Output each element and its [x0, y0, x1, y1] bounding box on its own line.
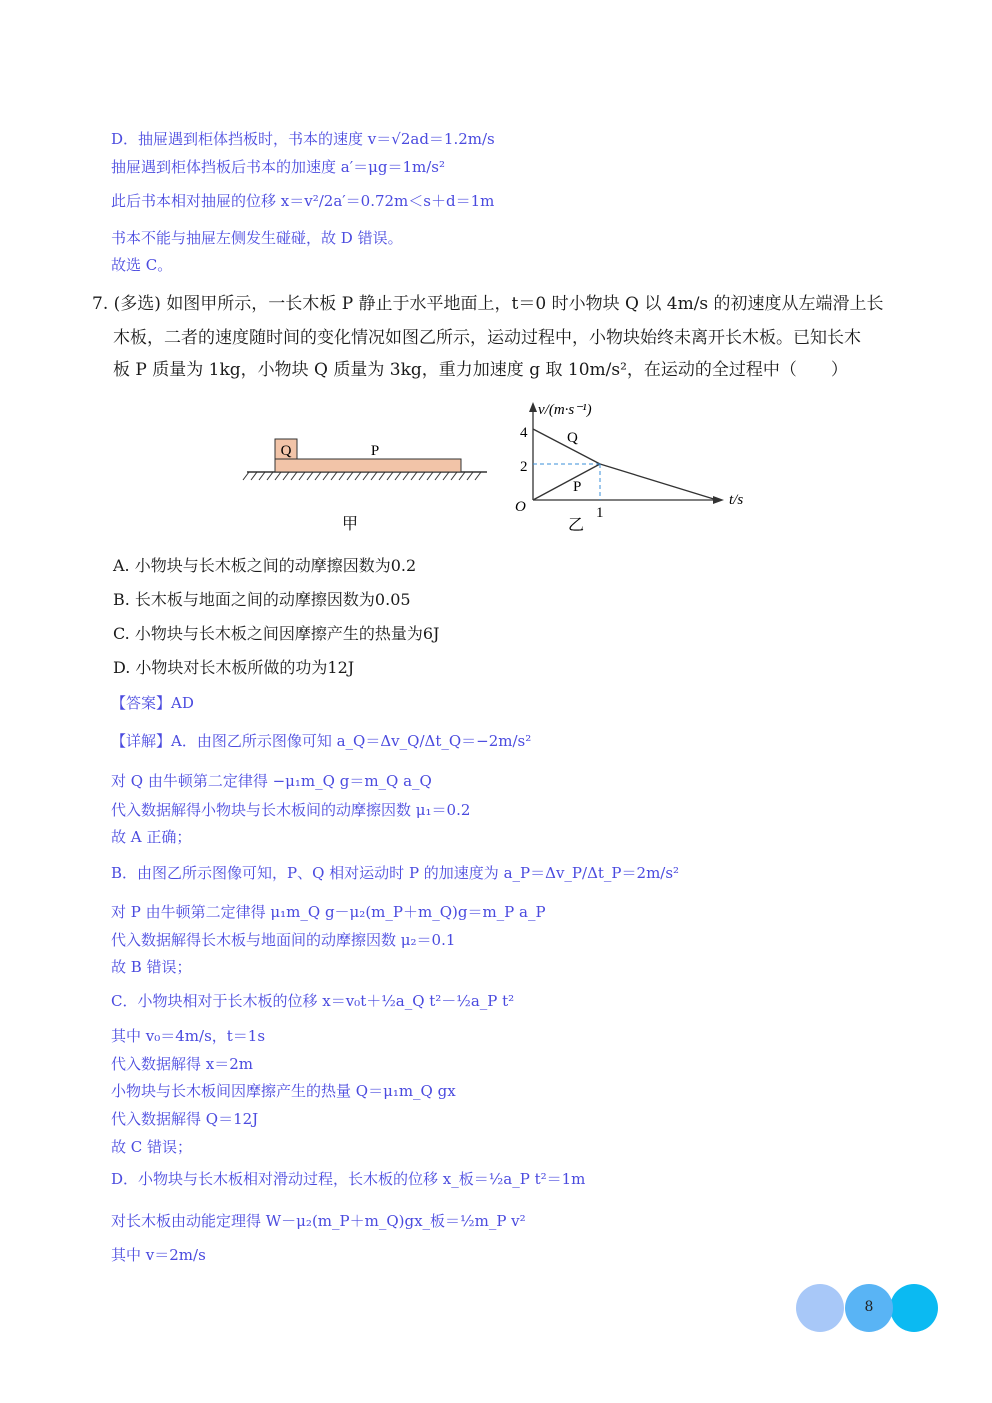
p-line — [533, 464, 600, 500]
v-axis-arrow — [529, 402, 537, 412]
question-line: 木板，二者的速度随时间的变化情况如图乙所示，运动过程中，小物块始终未离开长木板。已知长木 — [113, 328, 861, 348]
physics-figure — [235, 392, 755, 540]
label-p: P — [573, 479, 582, 495]
question-line: 板 P 质量为 1kg，小物块 Q 质量为 3kg，重力加速度 g 取 10m/s²，在运动的全过程中（ ） — [113, 360, 848, 380]
analysis-line: 对 Q 由牛顿第二定律得 −μ₁m_Q g＝m_Q a_Q — [111, 772, 432, 790]
t-axis-arrow — [713, 496, 724, 504]
t-axis-label: t/s — [729, 492, 744, 508]
analysis-line: D．小物块与长木板相对滑动过程，长木板的位移 x_板＝½a_P t²＝1m — [111, 1170, 586, 1188]
common-line — [600, 464, 717, 500]
ground-hatch — [243, 472, 481, 480]
figure-jia — [243, 439, 487, 533]
analysis-line: 对 P 由牛顿第二定律得 μ₁m_Q g－μ₂(m_P＋m_Q)g＝m_P a_P — [111, 903, 546, 921]
option-c: C. 小物块与长木板之间因摩擦产生的热量为6J — [113, 624, 440, 643]
analysis-line: 代入数据解得 Q＝12J — [111, 1110, 259, 1128]
board-p — [275, 459, 461, 472]
solution-line: 抽屉遇到柜体挡板后书本的加速度 a′＝μg＝1m/s² — [111, 158, 446, 176]
option-d: D. 小物块对长木板所做的功为12J — [113, 658, 355, 677]
tick-4: 4 — [520, 425, 528, 441]
origin-label: O — [515, 499, 526, 515]
board-p-label: P — [370, 443, 380, 459]
question-text: 如图甲所示，一长木板 P 静止于水平地面上，t＝0 时小物块 Q 以 4m/s 的初速度从左端滑上长 — [166, 294, 884, 314]
label-q: Q — [567, 430, 578, 446]
analysis-line: C．小物块相对于长木板的位移 x＝v₀t＋½a_Q t²－½a_P t² — [111, 992, 515, 1010]
v-axis-label: v/(m·s⁻¹) — [538, 402, 592, 418]
question-number: 7. — [92, 294, 109, 314]
tick-2: 2 — [520, 459, 528, 475]
page-number: 8 — [845, 1284, 893, 1332]
solution-line: 故选 C。 — [111, 256, 173, 274]
analysis-line: 小物块与长木板间因摩擦产生的热量 Q＝μ₁m_Q gx — [111, 1082, 456, 1100]
solution-line: 此后书本相对抽屉的位移 x＝v²/2a′＝0.72m＜s＋d＝1m — [111, 192, 495, 210]
caption-yi: 乙 — [567, 515, 585, 534]
solution-line: D．抽屉遇到柜体挡板时，书本的速度 v＝√2ad＝1.2m/s — [111, 130, 495, 148]
analysis-line: 对长木板由动能定理得 W－μ₂(m_P＋m_Q)gx_板＝½m_P v² — [111, 1212, 526, 1230]
deco-circle-right — [890, 1284, 938, 1332]
answer-label: 【答案】AD — [111, 694, 194, 712]
analysis-line: B．由图乙所示图像可知，P、Q 相对运动时 P 的加速度为 a_P＝Δv_P/Δt_P＝2m/s² — [111, 864, 680, 882]
question-line — [92, 292, 884, 316]
analysis-line: 【详解】A．由图乙所示图像可知 a_Q＝Δv_Q/Δt_Q＝−2m/s² — [111, 732, 532, 750]
figure-yi — [515, 402, 743, 534]
solution-line: 书本不能与抽屉左侧发生碰碰，故 D 错误。 — [111, 229, 403, 247]
analysis-line: 代入数据解得长木板与地面间的动摩擦因数 μ₂＝0.1 — [111, 931, 456, 949]
analysis-line: 故 C 错误； — [111, 1138, 193, 1156]
analysis-line: 故 A 正确； — [111, 828, 192, 846]
caption-jia: 甲 — [341, 514, 359, 533]
block-q-label: Q — [280, 443, 292, 459]
option-a: A. 小物块与长木板之间的动摩擦因数为0.2 — [113, 556, 417, 575]
analysis-line: 代入数据解得 x＝2m — [111, 1055, 253, 1073]
question-tag: (多选) — [113, 294, 161, 314]
tick-1: 1 — [596, 505, 604, 521]
analysis-line: 其中 v＝2m/s — [111, 1246, 206, 1264]
analysis-line: 其中 v₀＝4m/s，t＝1s — [111, 1027, 266, 1045]
option-b: B. 长木板与地面之间的动摩擦因数为0.05 — [113, 590, 411, 609]
analysis-line: 代入数据解得小物块与长木板间的动摩擦因数 μ₁＝0.2 — [111, 801, 471, 819]
analysis-line: 故 B 错误； — [111, 958, 192, 976]
deco-circle-left — [796, 1284, 844, 1332]
